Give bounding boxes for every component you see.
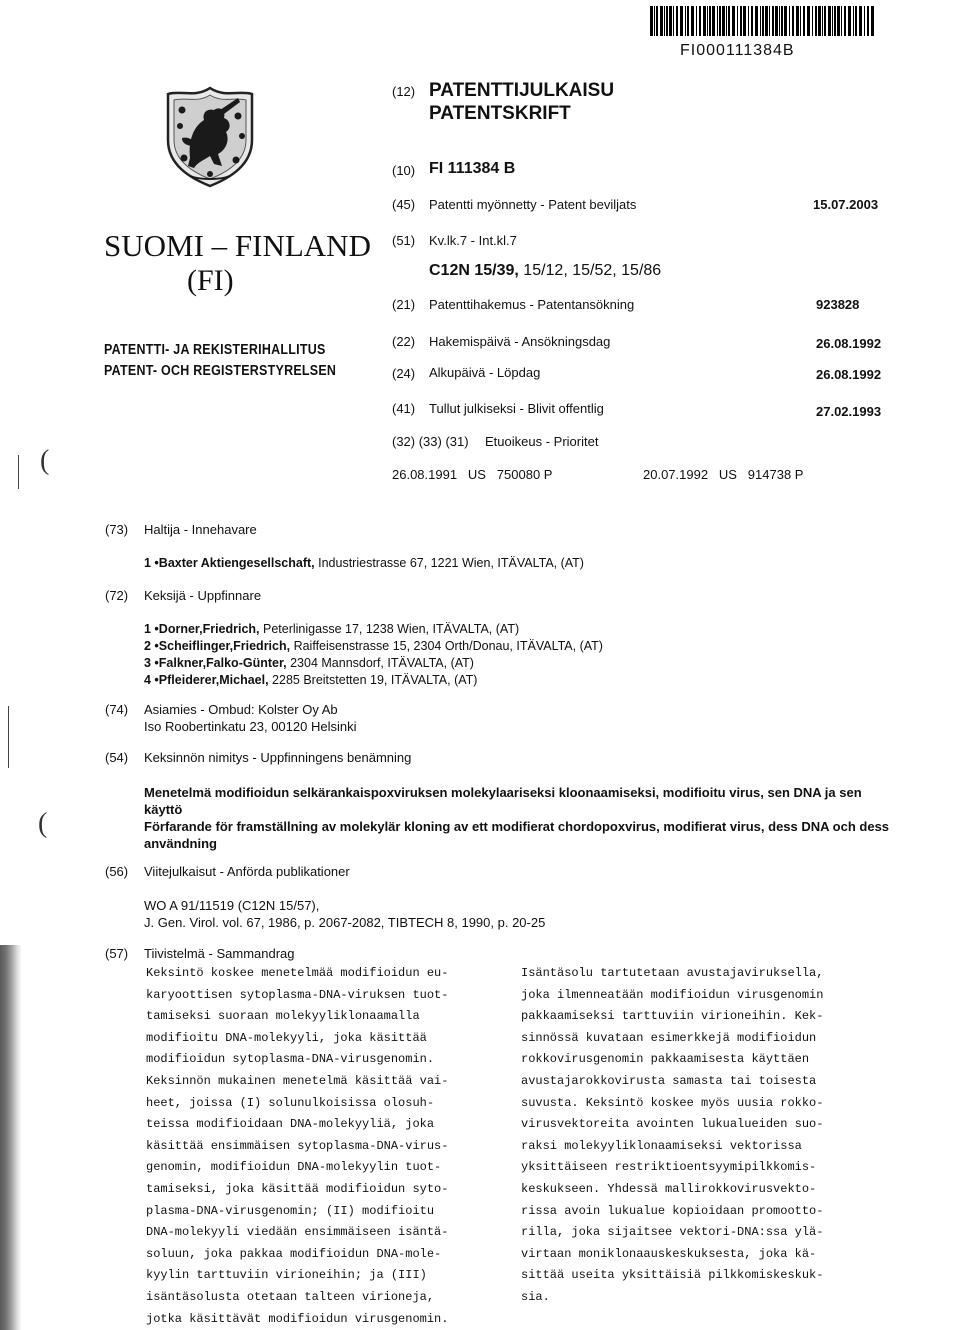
barcode-bar: [654, 6, 655, 36]
office-name-sv: PATENT- OCH REGISTERSTYRELSEN: [104, 363, 337, 379]
abstract-text-left: Keksintö koskee menetelmää modifioidun eu- karyoottisen sytoplasma-DNA-viruksen tuot- tamiseksi suoraan molekyyliklonaamalla modifioitu DNA-molekyyli, joka käsittää modifioidun sytoplasma-DNA-virusgenomin. Keksinnön mukainen menetelmä käsittää vai- heet, joissa (I) solunulkoisissa olosuh- teissa modifioidaan DNA-molekyyliä, joka käsittää ensimmäisen sytoplasma-DNA-virus- genomin, modifioidun DNA-molekyylin tuot- tamiseksi, joka käsittää modifioidun syto- plasma-DNA-virusgenomin; (II) modifioitu DNA-molekyyli viedään ensimmäiseen isäntä- soluun, joka pakkaa modifioidun DNA-mole- kyylin tarttuviin virioneihin; ja (III) isäntäsolusta otetaan talteen virioneja, jotka käsittävät modifioidun virusgenomin.: [146, 966, 449, 1326]
barcode-bar: [656, 6, 658, 36]
barcode-bar: [871, 6, 874, 36]
barcode-bar: [722, 6, 725, 36]
holder-label: Haltija - Innehavare: [144, 522, 257, 537]
barcode-bar: [867, 6, 869, 36]
inventor-address: Peterlinigasse 17, 1238 Wien, ITÄVALTA, (AT): [259, 622, 520, 636]
public-date: 27.02.1993: [816, 404, 882, 419]
abstract-label: Tiivistelmä - Sammandrag: [144, 946, 295, 961]
holder-code: (73): [105, 522, 129, 537]
barcode-bar: [664, 6, 665, 36]
patent-office-name: [104, 340, 336, 382]
barcode-bar: [719, 6, 721, 36]
abstract-code: (57): [105, 946, 129, 961]
ipc-label: Kv.lk.7 - Int.kl.7: [429, 233, 517, 248]
barcode-bar: [769, 6, 770, 36]
barcode-bar: [760, 6, 761, 36]
document-kind-fi: PATENTTIJULKAISU: [429, 80, 615, 101]
barcode-bar: [864, 6, 865, 36]
priority-label: Etuoikeus - Prioritet: [485, 434, 599, 449]
barcode-bar: [707, 6, 708, 36]
barcode-bar: [834, 6, 836, 36]
barcode-bar: [828, 6, 831, 36]
filing-code: (22): [392, 334, 416, 349]
barcode-bar: [812, 6, 813, 36]
granted-code: (45): [392, 197, 416, 212]
barcode-bar: [762, 6, 764, 36]
public-code: (41): [392, 401, 416, 416]
barcode-bar: [779, 6, 780, 36]
holder-line: [144, 556, 584, 570]
office-name-fi: PATENTTI- JA REKISTERIHALLITUS: [104, 342, 326, 358]
barcode-bar: [841, 6, 842, 36]
barcode-bar: [743, 6, 746, 36]
barcode-bar: [792, 6, 794, 36]
barcode-bar: [726, 6, 727, 36]
pub-number-code: (10): [392, 163, 416, 178]
barcode-bar: [728, 6, 730, 36]
priority-1: 26.08.1991 US 750080 P: [392, 467, 553, 482]
citations-code: (56): [105, 864, 129, 879]
inventor-name: 4 •Pfleiderer,Michael,: [144, 673, 269, 687]
barcode-bar: [680, 6, 683, 36]
barcode-bar: [822, 6, 823, 36]
ipc-other-classes: 15/12, 15/52, 15/86: [518, 262, 662, 279]
barcode-image: [650, 6, 875, 36]
ipc-classes: [429, 262, 661, 280]
barcode-bar: [803, 6, 805, 36]
inventor-address: 2304 Mannsdorf, ITÄVALTA, (AT): [286, 656, 474, 670]
invention-title-fi: Menetelmä modifioidun selkärankaispoxviruksen molekylaariseksi kloonaamiseksi, modifioitu virus, sen DNA ja sen käyttö: [144, 785, 862, 817]
publication-number: FI 111384 B: [429, 160, 516, 177]
granted-label: Patentti myönnetty - Patent beviljats: [429, 197, 637, 212]
inventor-address: Raiffeisenstrasse 15, 2304 Orth/Donau, ITÄVALTA, (AT): [290, 639, 603, 653]
barcode-bar: [650, 6, 653, 36]
holder-address: Industriestrasse 67, 1221 Wien, ITÄVALTA, (AT): [314, 556, 584, 570]
barcode-bar: [712, 6, 715, 36]
ipc-code: (51): [392, 233, 416, 248]
barcode-bar: [740, 6, 742, 36]
agent-line-1: Asiamies - Ombud: Kolster Oy Ab: [144, 702, 338, 717]
barcode-bar: [824, 6, 826, 36]
application-label: Patenttihakemus - Patentansökning: [429, 297, 635, 312]
coat-of-arms-icon: [160, 80, 260, 190]
invention-title-sv: Förfarande för framställning av molekylär kloning av ett modifierat chordopoxvirus, modifierat virus, dess DNA och dess användning: [144, 819, 890, 851]
priority-2: 20.07.1992 US 914738 P: [643, 467, 804, 482]
barcode-bar: [815, 6, 817, 36]
abstract-text-right: Isäntäsolu tartutetaan avustajaviruksella, joka ilmenneatään modifioidun virusgenomin pakkaamiseksi tarttuviin virioneihin. Kek- sinnössä kuvataan esimerkkejä modifioidun rokkovirusgenomin pakkaamisesta käyttäen avustajarokkovirusta samasta tai toisesta suvusta. Keksintö koskee myös uusia rokko- virusvektoreita avointen lukualueiden suo- raksi molekyyliklonaamiseksi vektorissa yksittäiseen restriktioentsyymipilkkomis- keskukseen. Yhdessä mallirokkovirusvekto- rissa avoin lukualue kopioidaan promootto- rilla, joka sijaitsee vektori-DNA:ssa ylä- virtaan moniklonaauskeskuksesta, joka kä- sittää useita yksittäisiä pilkkomiskeskuk- sia.: [521, 966, 824, 1304]
barcode-bar: [676, 6, 678, 36]
inventor-3: [144, 656, 474, 670]
barcode-bar: [796, 6, 799, 36]
barcode-bar: [717, 6, 718, 36]
barcode-bar: [691, 6, 694, 36]
filing-label: Hakemispäivä - Ansökningsdag: [429, 334, 611, 349]
country-name: SUOMI – FINLAND: [104, 228, 371, 263]
barcode-bar: [669, 6, 672, 36]
barcode-bar: [818, 6, 821, 36]
inventor-1: [144, 622, 519, 636]
agent-code: (74): [105, 702, 129, 717]
citation-1: WO A 91/11519 (C12N 15/57),: [144, 898, 320, 913]
barcode-bar: [748, 6, 749, 36]
barcode-bar: [755, 6, 758, 36]
barcode-bar: [765, 6, 768, 36]
barcode-bar: [789, 6, 790, 36]
barcode-bar: [853, 6, 854, 36]
country-code: (FI): [187, 264, 234, 297]
application-code: (21): [392, 297, 416, 312]
barcode-bar: [709, 6, 711, 36]
barcode-bar: [832, 6, 833, 36]
barcode-bar: [673, 6, 674, 36]
barcode-bar: [807, 6, 810, 36]
start-label: Alkupäivä - Löpdag: [429, 365, 541, 380]
title-code: (54): [105, 750, 129, 765]
document-kind-sv: PATENTSKRIFT: [429, 103, 571, 124]
inventor-4: [144, 673, 477, 687]
agent-line-2: Iso Roobertinkatu 23, 00120 Helsinki: [144, 719, 357, 734]
priority-code: (32) (33) (31): [392, 434, 469, 449]
barcode-bar: [837, 6, 840, 36]
citation-2: J. Gen. Virol. vol. 67, 1986, p. 2067-2082, TIBTECH 8, 1990, p. 20-25: [144, 915, 546, 930]
holder-name: 1 •Baxter Aktiengesellschaft,: [144, 556, 315, 570]
barcode-bar: [775, 6, 778, 36]
public-label: Tullut julkiseksi - Blivit offentlig: [429, 401, 604, 416]
scan-mark-bracket: (: [38, 808, 48, 839]
barcode-bar: [687, 6, 689, 36]
scan-mark-bracket: (: [40, 445, 50, 476]
barcode-bar: [685, 6, 686, 36]
filing-date: 26.08.1992: [816, 336, 882, 351]
barcode-bar: [751, 6, 753, 36]
barcode-bar: [696, 6, 697, 36]
application-number: 923828: [816, 297, 860, 312]
barcode-bar: [666, 6, 668, 36]
barcode-bar: [800, 6, 801, 36]
inventor-name: 2 •Scheiflinger,Friedrich,: [144, 639, 291, 653]
scan-mark-line: [8, 706, 9, 768]
ipc-main-class: C12N 15/39,: [429, 262, 519, 279]
start-date: 26.08.1992: [816, 367, 882, 382]
barcode-bar: [848, 6, 851, 36]
barcode-bar: [703, 6, 706, 36]
barcode-bar: [732, 6, 735, 36]
scan-mark-line: [18, 455, 19, 489]
barcode-bar: [737, 6, 738, 36]
kind-code: (12): [392, 84, 416, 99]
granted-date: 15.07.2003: [813, 197, 879, 212]
start-code: (24): [392, 366, 416, 381]
barcode-bar: [844, 6, 846, 36]
scan-edge-shadow: [0, 945, 22, 1330]
barcode-bar: [660, 6, 663, 36]
inventor-name: 1 •Dorner,Friedrich,: [144, 622, 260, 636]
barcode-bar: [781, 6, 783, 36]
inventors-code: (72): [105, 588, 129, 603]
barcode-bar: [699, 6, 701, 36]
barcode-bar: [784, 6, 787, 36]
citations-label: Viitejulkaisut - Anförda publikationer: [144, 864, 350, 879]
inventor-address: 2285 Breitstetten 19, ITÄVALTA, (AT): [268, 673, 478, 687]
inventor-2: [144, 639, 603, 653]
barcode-bar: [855, 6, 857, 36]
barcode-number: FI000111384B: [680, 42, 795, 59]
barcode-bar: [859, 6, 862, 36]
inventor-name: 3 •Falkner,Falko-Günter,: [144, 656, 287, 670]
barcode-bar: [772, 6, 774, 36]
inventors-label: Keksijä - Uppfinnare: [144, 588, 262, 603]
title-label: Keksinnön nimitys - Uppfinningens benämning: [144, 750, 412, 765]
